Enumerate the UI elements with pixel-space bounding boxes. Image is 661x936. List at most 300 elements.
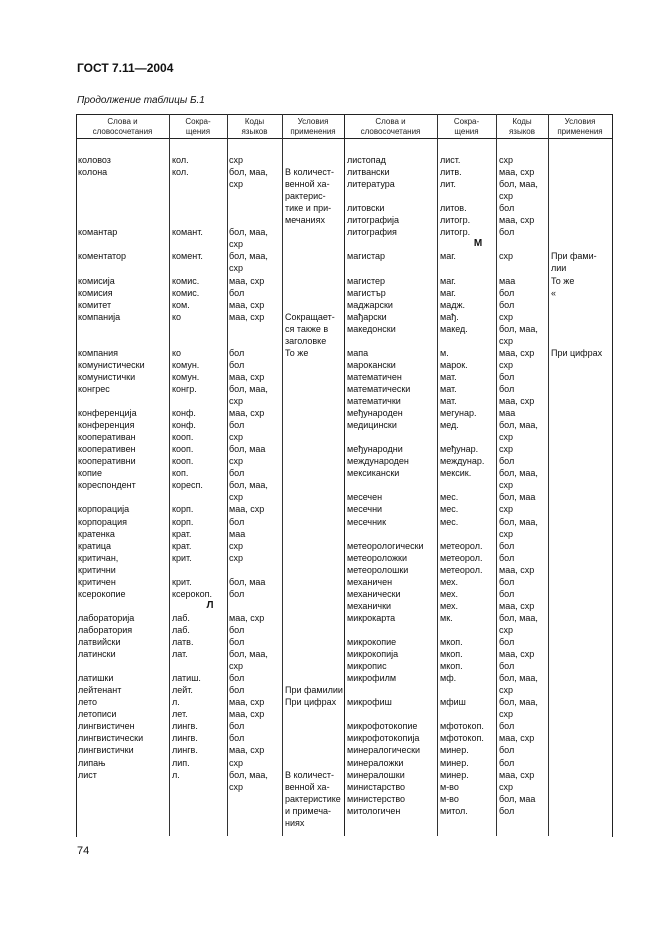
abbreviation-cell: ксерокоп. [172,588,212,599]
word-cell: међународни [347,444,403,455]
word-cell: колона [78,167,108,178]
abbreviation-cell: мкоп. [440,661,463,672]
condition-cell: венной ха- [285,179,330,190]
abbreviation-cell: коп. [172,468,189,479]
abbreviation-cell: комун. [172,371,200,382]
word-cell: математички [347,396,401,406]
abbreviation-cell: метеорол. [440,540,483,551]
language-codes-cell: бол, маа, [229,251,268,262]
column-divider [227,114,228,836]
abbreviation-cell: ко [172,347,182,358]
word-cell: лингвистички [78,745,134,756]
language-codes-cell: бол [229,420,245,431]
abbreviation-cell: лаб. [172,624,190,635]
abbreviation-cell: литогр. [440,227,471,238]
abbreviation-cell: мат. [440,371,457,382]
abbreviations-table [76,114,612,837]
word-cell: комитет [78,299,112,310]
language-codes-cell: бол [499,287,515,298]
word-cell: микрокарта [347,612,396,623]
abbreviation-cell: мес. [440,516,459,527]
language-codes-cell: схр [229,263,244,274]
word-cell: микрофотокопие [347,721,418,732]
abbreviation-cell: кооп. [172,444,194,455]
abbreviation-cell: маг. [440,287,456,298]
condition-cell: тике и при- [285,203,332,214]
header-line: Коды [244,117,265,126]
word-cell: компания [78,347,118,358]
word-cell: механически [347,588,401,599]
word-cell: магистар [347,251,386,262]
abbreviation-cell: кол. [172,155,189,165]
abbreviation-cell: литогр. [440,215,471,226]
word-cell: лингвистичен [78,721,135,732]
column-divider [282,114,283,836]
abbreviation-cell: конф. [172,420,196,431]
header-line: языков [508,127,536,136]
language-codes-cell: бол, маа [229,444,266,455]
word-cell: летописи [78,709,117,720]
language-codes-cell: бол [229,733,245,744]
language-codes-cell: маа, схр [229,408,265,419]
language-codes-cell: схр [499,432,514,443]
language-codes-cell: схр [229,396,244,406]
header-line: Условия [564,117,596,126]
language-codes-cell: бол [229,624,245,635]
language-codes-cell: маа, схр [229,612,265,623]
language-codes-cell: схр [499,311,514,322]
header-cond-left [282,117,344,137]
condition-cell: То же [551,275,575,286]
language-codes-cell: бол, маа, [499,420,538,431]
word-cell: критичан, [78,552,119,563]
language-codes-cell: схр [499,709,514,720]
header-abbr-left [169,117,227,137]
language-codes-cell: маа, схр [499,600,535,611]
language-codes-cell: маа [499,408,516,419]
word-cell: комунистически [78,359,145,370]
condition-cell: При цифрах [285,697,337,708]
abbreviation-cell: маг. [440,251,456,262]
header-line: Коды [512,117,532,126]
language-codes-cell: схр [499,504,514,515]
language-codes-cell: маа, схр [499,649,535,660]
abbreviation-cell: м. [440,347,449,358]
word-cell: критичен [78,576,116,587]
condition-cell: При фами- [551,251,597,262]
header-line: применения [290,127,336,136]
word-cell: механичен [347,576,393,587]
language-codes-cell: бол, маа [499,793,536,804]
language-codes-cell: бол [499,588,515,599]
condition-cell: рактеристике [285,793,341,804]
abbreviation-cell: мфиш [440,697,466,708]
word-cell: микрофиш [347,697,392,708]
language-codes-cell: маа, схр [229,299,265,310]
abbreviation-cell: мех. [440,576,458,587]
abbreviation-cell: лаб. [172,612,190,623]
abbreviation-cell: лит. [440,179,456,190]
condition-cell: заголовке [285,335,327,346]
abbreviation-cell: мадж. [440,299,465,310]
language-codes-cell: бол, маа [229,576,266,587]
condition-cell: ся также в [285,323,329,334]
word-cell: микрокопија [347,649,399,660]
word-cell: метеороложки [347,552,407,563]
word-cell: лингвистически [78,733,144,744]
condition-cell: и примеча- [285,805,332,816]
word-cell: кооперативан [78,432,136,443]
word-cell: корпорация [78,516,127,527]
word-cell: микрофотокопија [347,733,420,744]
abbreviation-cell: крат. [172,540,192,551]
section-letter: Л [206,599,214,611]
language-codes-cell: маа, схр [229,745,265,756]
word-cell: кооперативни [78,456,136,467]
header-line: применения [557,127,603,136]
word-cell: механички [347,600,392,611]
condition-cell: « [551,287,557,298]
abbreviation-cell: ко [172,311,182,322]
language-codes-cell: схр [229,155,244,165]
language-codes-cell: маа, схр [499,733,535,744]
word-cell: марокански [347,359,396,370]
language-codes-cell: схр [229,492,244,503]
word-cell: кратенка [78,528,115,539]
language-codes-cell: бол, маа, [499,612,538,623]
abbreviation-cell: комент. [172,251,203,262]
abbreviation-cell: лист. [440,155,461,165]
condition-cell: В количест- [285,167,334,178]
word-cell: мапа [347,347,369,358]
language-codes-cell: схр [229,179,244,190]
language-codes-cell: бол [229,516,245,527]
word-cell: критични [78,564,116,575]
word-cell: лето [78,697,97,708]
abbreviation-cell: мфотокоп. [440,721,484,732]
language-codes-cell: схр [499,155,514,165]
language-codes-cell: бол [499,757,515,768]
word-cell: македонски [347,323,396,334]
condition-cell: При фамилии [285,685,343,696]
abbreviation-cell: лат. [172,649,188,660]
word-cell: митологичен [347,805,401,816]
word-cell: лабораторија [78,612,135,623]
word-cell: коловоз [78,155,111,165]
word-cell: лист [78,769,97,780]
abbreviation-cell: кол. [172,167,189,178]
word-cell: минералогически [347,745,421,756]
language-codes-cell: бол [229,721,245,732]
language-codes-cell: бол [499,299,515,310]
header-line: Условия [297,117,329,126]
language-codes-cell: маа, схр [229,504,265,515]
condition-cell: В количест- [285,769,334,780]
language-codes-cell: маа, схр [229,371,265,382]
abbreviation-cell: комант. [172,227,203,238]
language-codes-cell: схр [499,191,514,202]
word-cell: минераложки [347,757,404,768]
abbreviation-cell: лет. [172,709,188,720]
abbreviation-cell: корп. [172,504,194,515]
abbreviation-cell: лингв. [172,721,198,732]
word-cell: мексикански [347,468,400,479]
abbreviation-cell: междунар. [440,456,485,467]
language-codes-cell: бол, маа, [229,383,268,394]
language-codes-cell: схр [229,661,244,672]
word-cell: метеорологически [347,540,424,551]
word-cell: комунистички [78,371,136,382]
language-codes-cell: бол [499,805,515,816]
condition-cell: При цифрах [551,347,603,358]
word-cell: латински [78,649,116,660]
language-codes-cell: бол [229,637,245,647]
language-codes-cell: схр [229,456,244,467]
abbreviation-cell: лейт. [172,685,193,696]
abbreviation-cell: латиш. [172,673,201,684]
word-cell: месечник [347,516,387,527]
abbreviation-cell: мат. [440,396,457,406]
abbreviation-cell: л. [172,769,180,780]
abbreviation-cell: ком. [172,299,190,310]
language-codes-cell: схр [499,781,514,792]
word-cell: литографија [347,215,400,226]
language-codes-cell: маа, схр [229,275,265,286]
condition-cell: лии [551,263,567,274]
word-cell: министерство [347,793,406,804]
word-cell: магистер [347,275,386,286]
word-cell: комантар [78,227,118,238]
language-codes-cell: бол [229,685,245,696]
page-number: 74 [77,845,90,857]
word-cell: математически [347,383,411,394]
abbreviation-cell: мкоп. [440,637,463,647]
header-line: Слова и [107,117,138,126]
word-cell: министарство [347,781,406,792]
language-codes-cell: схр [229,432,244,443]
word-cell: конгрес [78,383,110,394]
language-codes-cell: схр [499,528,514,539]
abbreviation-cell: крат. [172,528,192,539]
word-cell: микрокопие [347,637,397,647]
abbreviation-cell: митол. [440,805,468,816]
abbreviation-cell: комис. [172,275,200,286]
word-cell: маджарски [347,299,393,310]
header-words-left [76,117,169,137]
column-divider [496,114,497,836]
word-cell: математичен [347,371,402,382]
language-codes-cell: бол, маа, [499,673,538,684]
word-cell: микрофилм [347,673,397,684]
abbreviation-cell: м-во [440,781,459,792]
language-codes-cell: маа, схр [499,769,535,780]
abbreviation-cell: кооп. [172,456,194,467]
column-divider [437,114,438,836]
header-line: Сокра- [453,117,480,126]
condition-cell: Сокращает- [285,311,335,322]
language-codes-cell: бол [499,227,515,238]
language-codes-cell: схр [499,444,514,455]
word-cell: международен [347,456,409,467]
language-codes-cell: бол, маа, [229,769,268,780]
abbreviation-cell: мех. [440,600,458,611]
word-cell: липањ [78,757,106,768]
language-codes-cell: бол [229,588,245,599]
word-cell: коментатор [78,251,127,262]
word-cell: конференция [78,420,135,431]
language-codes-cell: бол [499,456,515,467]
abbreviation-cell: минер. [440,769,469,780]
language-codes-cell: схр [229,781,244,792]
language-codes-cell: бол [229,287,245,298]
word-cell: литовски [347,203,385,214]
language-codes-cell: бол, маа, [229,227,268,238]
word-cell: медицински [347,420,397,431]
abbreviation-cell: комун. [172,359,200,370]
language-codes-cell: схр [499,359,514,370]
abbreviation-cell: макед. [440,323,468,334]
word-cell: копие [78,468,102,479]
abbreviation-cell: лингв. [172,733,198,744]
language-codes-cell: маа, схр [499,167,535,178]
language-codes-cell: бол [229,347,245,358]
word-cell: латишки [78,673,114,684]
language-codes-cell: маа [499,275,516,286]
abbreviation-cell: мф. [440,673,457,684]
abbreviation-cell: мес. [440,504,459,515]
table-continuation-caption: Продолжение таблицы Б.1 [77,95,205,106]
abbreviation-cell: мк. [440,612,453,623]
word-cell: мађарски [347,311,387,322]
header-abbr-right [437,117,496,137]
column-divider [169,114,170,836]
language-codes-cell: бол [229,673,245,684]
word-cell: комисија [78,275,115,286]
section-letter: М [473,238,483,250]
abbreviation-cell: кооп. [172,432,194,443]
abbreviation-cell: лингв. [172,745,198,756]
word-cell: латвийски [78,637,121,647]
header-line: языков [241,127,268,136]
column-divider [548,114,549,836]
condition-cell: То же [285,347,309,358]
abbreviation-cell: марок. [440,359,468,370]
abbreviation-cell: минер. [440,757,469,768]
half-divider [344,114,345,836]
language-codes-cell: бол [499,203,515,214]
abbreviation-cell: мфотокоп. [440,733,484,744]
header-codes-left [227,117,282,137]
language-codes-cell: бол [499,576,515,587]
word-cell: лаборатория [78,624,133,635]
language-codes-cell: бол, маа, [499,323,538,334]
word-cell: месечен [347,492,383,503]
language-codes-cell: схр [229,757,244,768]
language-codes-cell: бол [229,359,245,370]
language-codes-cell: бол, маа, [229,167,268,178]
word-cell: листопад [347,155,386,165]
word-cell: ксерокопие [78,588,126,599]
language-codes-cell: бол, маа, [499,468,538,479]
language-codes-cell: схр [229,239,244,250]
language-codes-cell: маа, схр [229,709,265,720]
language-codes-cell: бол [499,745,515,756]
language-codes-cell: бол, маа, [499,179,538,190]
language-codes-cell: схр [499,624,514,635]
abbreviation-cell: маг. [440,275,456,286]
word-cell: минералошки [347,769,405,780]
word-cell: метеоролошки [347,564,409,575]
language-codes-cell: маа [229,528,246,539]
language-codes-cell: бол [499,540,515,551]
condition-cell: мечаниях [285,215,325,226]
condition-cell: венной ха- [285,781,330,792]
header-line: Слова и [375,117,406,126]
word-cell: конференција [78,408,137,419]
abbreviation-cell: конгр. [172,383,197,394]
language-codes-cell: маа, схр [499,396,535,406]
abbreviation-cell: мех. [440,588,458,599]
header-line: щения [185,127,211,136]
word-cell: комисия [78,287,113,298]
abbreviation-cell: л. [172,697,180,708]
abbreviation-cell: метеорол. [440,552,483,563]
condition-cell: рактерис- [285,191,326,202]
language-codes-cell: схр [499,251,514,262]
word-cell: магистър [347,287,386,298]
language-codes-cell: схр [499,685,514,696]
language-codes-cell: бол, маа [499,492,536,503]
language-codes-cell: бол [229,468,245,479]
header-codes-right [496,117,548,137]
word-cell: кореспондент [78,480,136,491]
abbreviation-cell: међунар. [440,444,479,455]
header-line: словосочетания [92,127,153,136]
word-cell: кооперативен [78,444,136,455]
abbreviation-cell: латв. [172,637,194,647]
language-codes-cell: маа, схр [229,311,265,322]
abbreviation-cell: метеорол. [440,564,483,575]
header-words-right [344,117,437,137]
abbreviation-cell: мексик. [440,468,472,479]
language-codes-cell: схр [229,552,244,563]
abbreviation-cell: м-во [440,793,459,804]
word-cell: литография [347,227,397,238]
language-codes-cell: схр [499,480,514,491]
language-codes-cell: бол [499,371,515,382]
language-codes-cell: бол, маа, [499,516,538,527]
abbreviation-cell: конф. [172,408,196,419]
abbreviation-cell: крит. [172,552,192,563]
language-codes-cell: маа, схр [499,347,535,358]
abbreviation-cell: мкоп. [440,649,463,660]
abbreviation-cell: корп. [172,516,194,527]
abbreviation-cell: мађ. [440,311,459,322]
word-cell: компанија [78,311,121,322]
language-codes-cell: бол [499,552,515,563]
condition-cell: ниях [285,817,305,828]
word-cell: корпорација [78,504,130,515]
word-cell: међународен [347,408,403,419]
abbreviation-cell: мед. [440,420,459,431]
language-codes-cell: бол [499,383,515,394]
abbreviation-cell: коресп. [172,480,203,491]
abbreviation-cell: мегунар. [440,408,477,419]
abbreviation-cell: мат. [440,383,457,394]
abbreviation-cell: крит. [172,576,192,587]
abbreviation-cell: литв. [440,167,462,178]
header-line: словосочетания [360,127,421,136]
